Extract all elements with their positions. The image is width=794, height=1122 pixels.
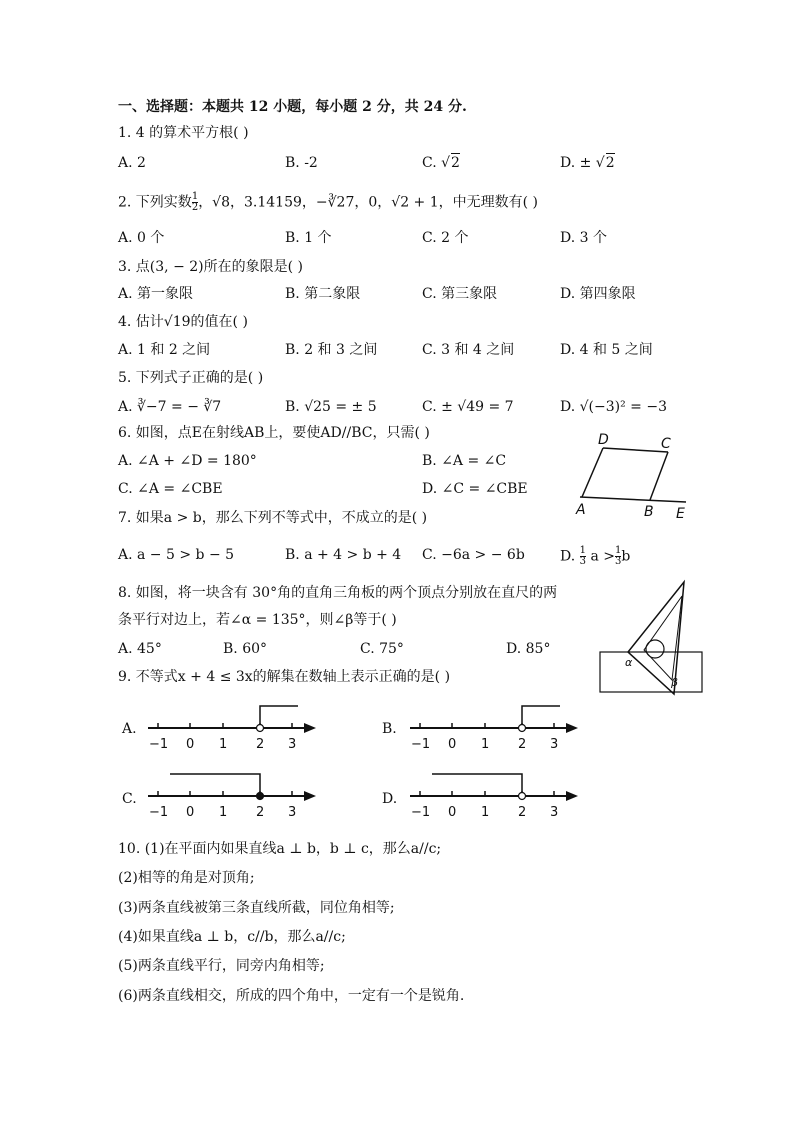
q7-d-mid: a > [590, 548, 615, 565]
number-line-tick-label: 0 [186, 737, 195, 752]
q4-option-c[interactable]: C. 3 和 4 之间 [422, 342, 515, 358]
q10-item-3: (3)两条直线被第三条直线所截，同位角相等; [118, 900, 395, 916]
q6-option-b[interactable]: B. ∠A = ∠C [422, 453, 507, 469]
q10-item-5: (5)两条直线平行，同旁内角相等; [118, 958, 325, 974]
q2-option-c[interactable]: C. 2 个 [422, 230, 469, 246]
q5-option-a[interactable]: A. ∛−7 = − ∛7 [118, 399, 222, 415]
q5-option-c[interactable]: C. ± √49 = 7 [422, 399, 514, 415]
solution-range [170, 774, 260, 796]
q9-numberline-b [410, 700, 590, 750]
q7-frac1-den: 3 [579, 556, 587, 567]
q1-stem: 1. 4 的算术平方根( ) [118, 125, 249, 141]
q10-item-1: 10. (1)在平面内如果直线a ⊥ b，b ⊥ c，那么a//c; [118, 841, 442, 857]
q2-stem-mid: ，√8，3.14159，−∛27，0，√2 + 1，中无理数有( ) [198, 194, 539, 211]
q3-option-d[interactable]: D. 第四象限 [560, 286, 636, 302]
number-line-tick-label: 1 [481, 805, 490, 820]
q6-label-a: A [576, 502, 586, 518]
q5-option-d[interactable]: D. √(−3)² = −3 [560, 399, 667, 415]
q6-label-c: C [661, 436, 671, 452]
number-line-tick-label: −1 [149, 805, 169, 820]
q3-option-a[interactable]: A. 第一象限 [118, 286, 194, 302]
q7-frac1-num: 1 [579, 545, 587, 556]
number-line-tick-label: −1 [149, 737, 169, 752]
open-point [519, 725, 526, 732]
solution-range [432, 774, 522, 796]
q6-option-d[interactable]: D. ∠C = ∠CBE [422, 481, 528, 497]
number-line-tick-label: 3 [550, 737, 559, 752]
q5-stem: 5. 下列式子正确的是( ) [118, 370, 264, 386]
q10-item-2: (2)相等的角是对顶角; [118, 870, 255, 886]
number-line-tick-label: 2 [518, 805, 527, 820]
q1-d-label: D. ± [560, 155, 592, 171]
q6-option-c[interactable]: C. ∠A = ∠CBE [118, 481, 223, 497]
q8-stem-line2: 条平行对边上，若∠α = 135°，则∠β等于( ) [118, 612, 397, 628]
open-point [257, 725, 264, 732]
q9-option-d-label[interactable]: D. [382, 791, 398, 807]
q7-stem: 7. 如果a > b，那么下列不等式中，不成立的是( ) [118, 510, 428, 526]
closed-point [257, 793, 264, 800]
q8-label-alpha: α [625, 656, 633, 669]
number-line-arrow [566, 723, 578, 733]
q1-option-c[interactable]: C. √2 [422, 155, 460, 171]
number-line-tick-label: 2 [256, 737, 265, 752]
q7-d-end: b [621, 548, 631, 565]
q1-option-d[interactable]: D. ± √2 [560, 155, 615, 171]
q6-label-b: B [644, 504, 654, 520]
q2-option-d[interactable]: D. 3 个 [560, 230, 607, 246]
q2-stem-pre: 2. 下列实数 [118, 194, 192, 211]
q1-option-a[interactable]: A. 2 [118, 155, 146, 171]
q7-d-frac1 [580, 546, 586, 567]
q6-stem: 6. 如图，点E在射线AB上，要使AD//BC，只需( ) [118, 425, 430, 441]
number-line-tick-label: 1 [219, 805, 228, 820]
q9-numberline-c [148, 768, 328, 818]
q10-item-6: (6)两条直线相交，所成的四个角中，一定有一个是锐角. [118, 988, 465, 1004]
q7-d-label: D. [560, 548, 576, 565]
q9-stem: 9. 不等式x + 4 ≤ 3x的解集在数轴上表示正确的是( ) [118, 669, 451, 685]
q10-item-4: (4)如果直线a ⊥ b，c//b，那么a//c; [118, 929, 346, 945]
q7-option-c[interactable]: C. −6a > − 6b [422, 547, 525, 563]
number-line-tick-label: 3 [288, 805, 297, 820]
q7-option-d[interactable] [560, 546, 630, 567]
q7-frac2-num: 1 [615, 545, 622, 556]
q2-option-a[interactable]: A. 0 个 [118, 230, 165, 246]
number-line-arrow [304, 723, 316, 733]
q9-option-c-label[interactable]: C. [122, 791, 137, 807]
number-line-tick-label: 2 [518, 737, 527, 752]
number-line-tick-label: 2 [256, 805, 265, 820]
number-line-tick-label: 0 [186, 805, 195, 820]
number-line-tick-label: −1 [411, 805, 431, 820]
q3-stem: 3. 点(3, − 2)所在的象限是( ) [118, 259, 304, 275]
q9-numberline-a [148, 700, 328, 750]
q4-option-d[interactable]: D. 4 和 5 之间 [560, 342, 653, 358]
number-line-tick-label: 3 [550, 805, 559, 820]
number-line-tick-label: −1 [411, 737, 431, 752]
q7-option-b[interactable]: B. a + 4 > b + 4 [285, 547, 402, 563]
q6-label-d: D [598, 432, 609, 448]
q8-stem-line1: 8. 如图，将一块含有 30°角的直角三角板的两个顶点分别放在直尺的两 [118, 585, 558, 601]
q9-option-b-label[interactable]: B. [382, 721, 397, 737]
q3-option-c[interactable]: C. 第三象限 [422, 286, 498, 302]
q6-option-a[interactable]: A. ∠A + ∠D = 180° [118, 453, 257, 469]
number-line-tick-label: 1 [219, 737, 228, 752]
q8-option-a[interactable]: A. 45° [118, 641, 162, 657]
q2-option-b[interactable]: B. 1 个 [285, 230, 332, 246]
q4-option-b[interactable]: B. 2 和 3 之间 [285, 342, 378, 358]
number-line-arrow [566, 791, 578, 801]
number-line-tick-label: 0 [448, 805, 457, 820]
number-line-arrow [304, 791, 316, 801]
q8-option-d[interactable]: D. 85° [506, 641, 551, 657]
number-line-tick-label: 1 [481, 737, 490, 752]
q2-stem [118, 192, 538, 213]
q5-option-b[interactable]: B. √25 = ± 5 [285, 399, 377, 415]
q8-label-beta: β [671, 676, 679, 689]
q1-option-b[interactable]: B. -2 [285, 155, 318, 171]
q6-figure-parallelogram [570, 430, 690, 520]
q3-option-b[interactable]: B. 第二象限 [285, 286, 361, 302]
q4-stem: 4. 估计√19的值在( ) [118, 314, 248, 330]
q4-option-a[interactable]: A. 1 和 2 之间 [118, 342, 211, 358]
q2-frac-den: 2 [191, 202, 199, 213]
q8-option-c[interactable]: C. 75° [360, 641, 404, 657]
q1-c-radicand: 2 [451, 155, 460, 171]
q1-d-radicand: 2 [605, 155, 615, 171]
q9-option-a-label[interactable]: A. [122, 721, 137, 737]
open-point [519, 793, 526, 800]
q2-frac-num: 1 [191, 191, 199, 202]
q7-frac2-den: 3 [615, 556, 622, 567]
q1-c-label: C. [422, 155, 437, 171]
q7-option-a[interactable]: A. a − 5 > b − 5 [118, 547, 235, 563]
q6-label-e: E [676, 506, 685, 522]
q9-numberline-d [410, 768, 590, 818]
section-title: 一、选择题：本题共 12 小题，每小题 2 分，共 24 分. [118, 99, 467, 115]
q8-option-b[interactable]: B. 60° [223, 641, 268, 657]
number-line-tick-label: 3 [288, 737, 297, 752]
q8-figure-ruler-triangle [598, 580, 708, 700]
number-line-tick-label: 0 [448, 737, 457, 752]
